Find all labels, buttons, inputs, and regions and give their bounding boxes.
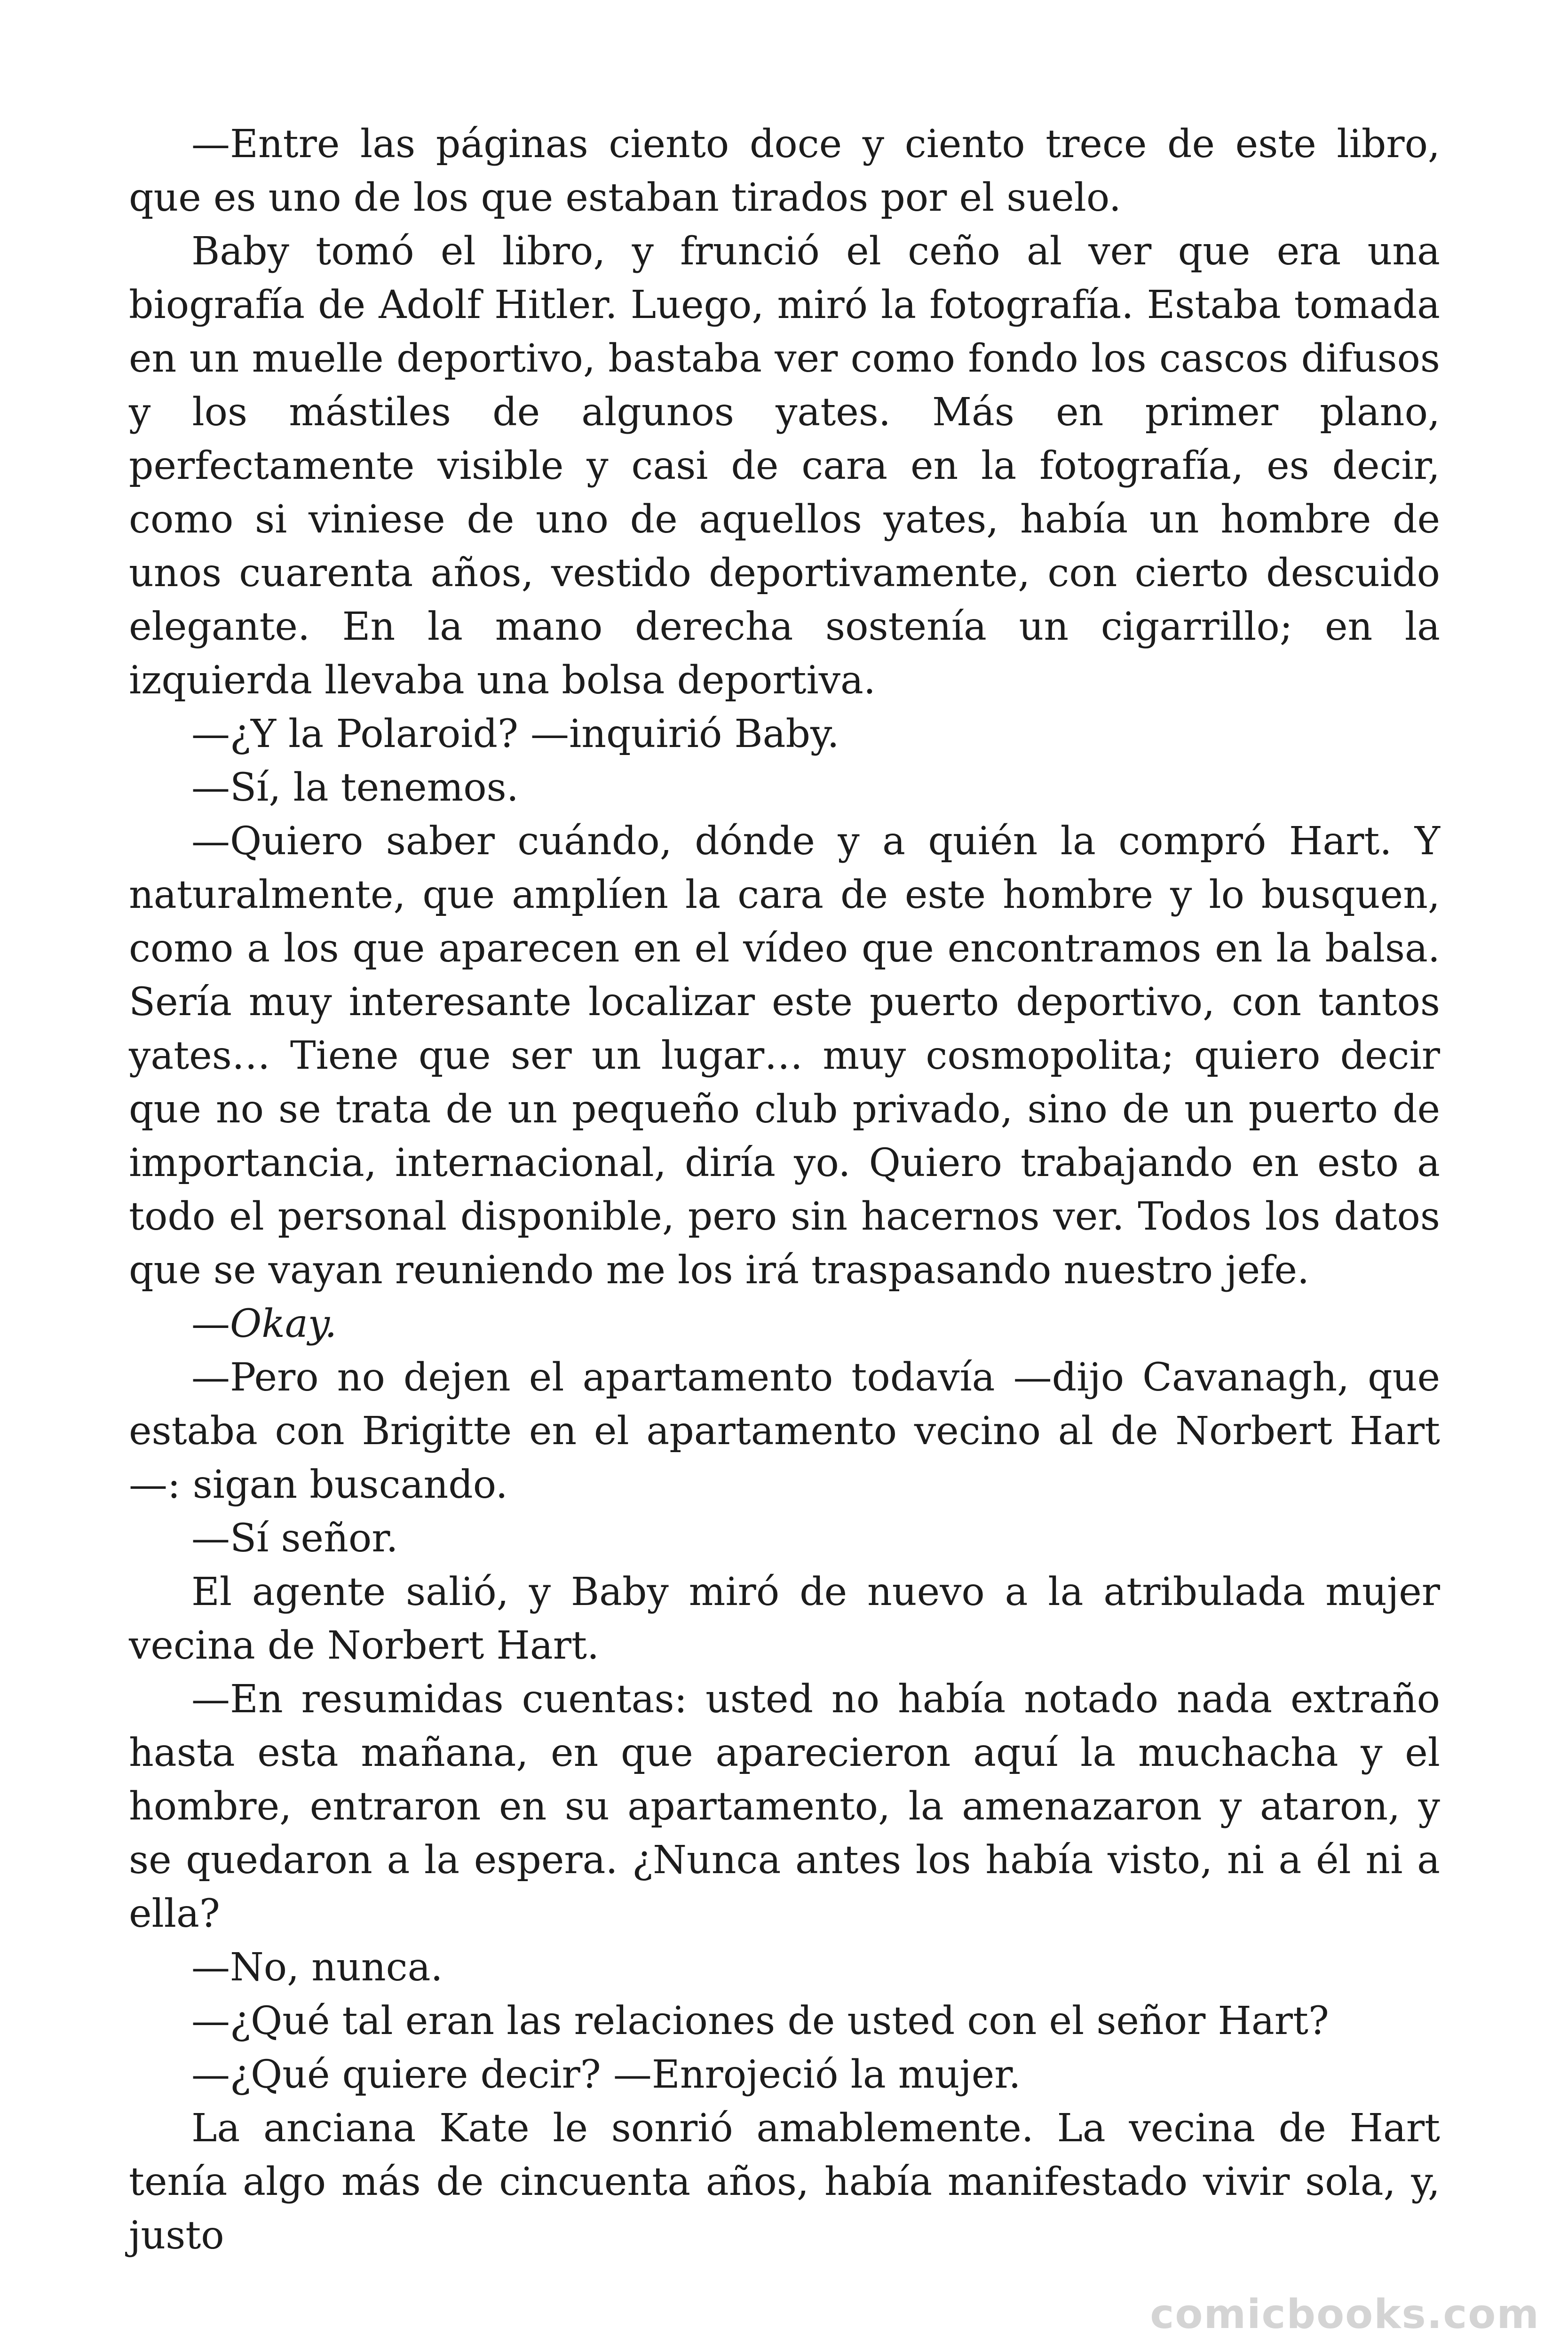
okay-word: Okay. <box>230 1302 337 1346</box>
paragraph: —¿Qué tal eran las relaciones de usted con el señor Hart? <box>191 1999 1329 2043</box>
okay-dash: — <box>191 1302 230 1346</box>
paragraph: —¿Qué quiere decir? —Enrojeció la mujer. <box>191 2052 1021 2097</box>
paragraph: La anciana Kate le sonrió amablemente. La vecina de Hart tenía algo más de cincuenta años, había manifestado vivir sola, y, justo <box>129 2106 1440 2258</box>
paragraph: El agente salió, y Baby miró de nuevo a la atribulada mujer vecina de Norbert Hart. <box>129 1570 1440 1668</box>
paragraph: Baby tomó el libro, y frunció el ceño al ver que era una biografía de Adolf Hitler. Luego, miró la fotografía. Estaba tomada en un muelle deportivo, bastaba ver como fondo los cascos difusos y los mástiles de algunos yates. Más en primer plano, perfectamente visible y casi de cara en la fotografía, es decir, como si viniese de uno de aquellos yates, había un hombre de unos cuarenta años, vestido deportivamente, con cierto descuido elegante. En la mano derecha sostenía un cigarrillo; en la izquierda llevaba una bolsa deportiva. <box>129 229 1440 703</box>
watermark: comicbooks.com <box>1150 2291 1540 2338</box>
paragraph: —En resumidas cuentas: usted no había notado nada extraño hasta esta mañana, en que aparecieron aquí la muchacha y el hombre, entraron en su apartamento, la amenazaron y ataron, y se quedaron a la espera. ¿Nunca antes los había visto, ni a él ni a ella? <box>129 1677 1440 1936</box>
paragraph: —Sí señor. <box>191 1516 398 1561</box>
paragraph: —¿Y la Polaroid? —inquirió Baby. <box>191 712 839 756</box>
paragraph: —Quiero saber cuándo, dónde y a quién la compró Hart. Y naturalmente, que amplíen la cara de este hombre y lo busquen, como a los que aparecen en el vídeo que encontramos en la balsa. Sería muy interesante localizar este puerto deportivo, con tantos yates… Tiene que ser un lugar… muy cosmopolita; quiero decir que no se trata de un pequeño club privado, sino de un puerto de importancia, internacional, diría yo. Quiero trabajando en esto a todo el personal disponible, pero sin hacernos ver. Todos los datos que se vayan reuniendo me los irá traspasando nuestro jefe. <box>129 819 1440 1293</box>
paragraph: —Sí, la tenemos. <box>191 765 519 810</box>
paragraph: —No, nunca. <box>191 1945 443 1990</box>
book-page-text <box>129 118 1440 2263</box>
paragraph-okay <box>129 1297 1440 1351</box>
paragraph: —Entre las páginas ciento doce y ciento trece de este libro, que es uno de los que estaban tirados por el suelo. <box>129 122 1440 220</box>
paragraph: —Pero no dejen el apartamento todavía —dijo Cavanagh, que estaba con Brigitte en el apartamento vecino al de Norbert Hart—: sigan buscando. <box>129 1355 1440 1507</box>
